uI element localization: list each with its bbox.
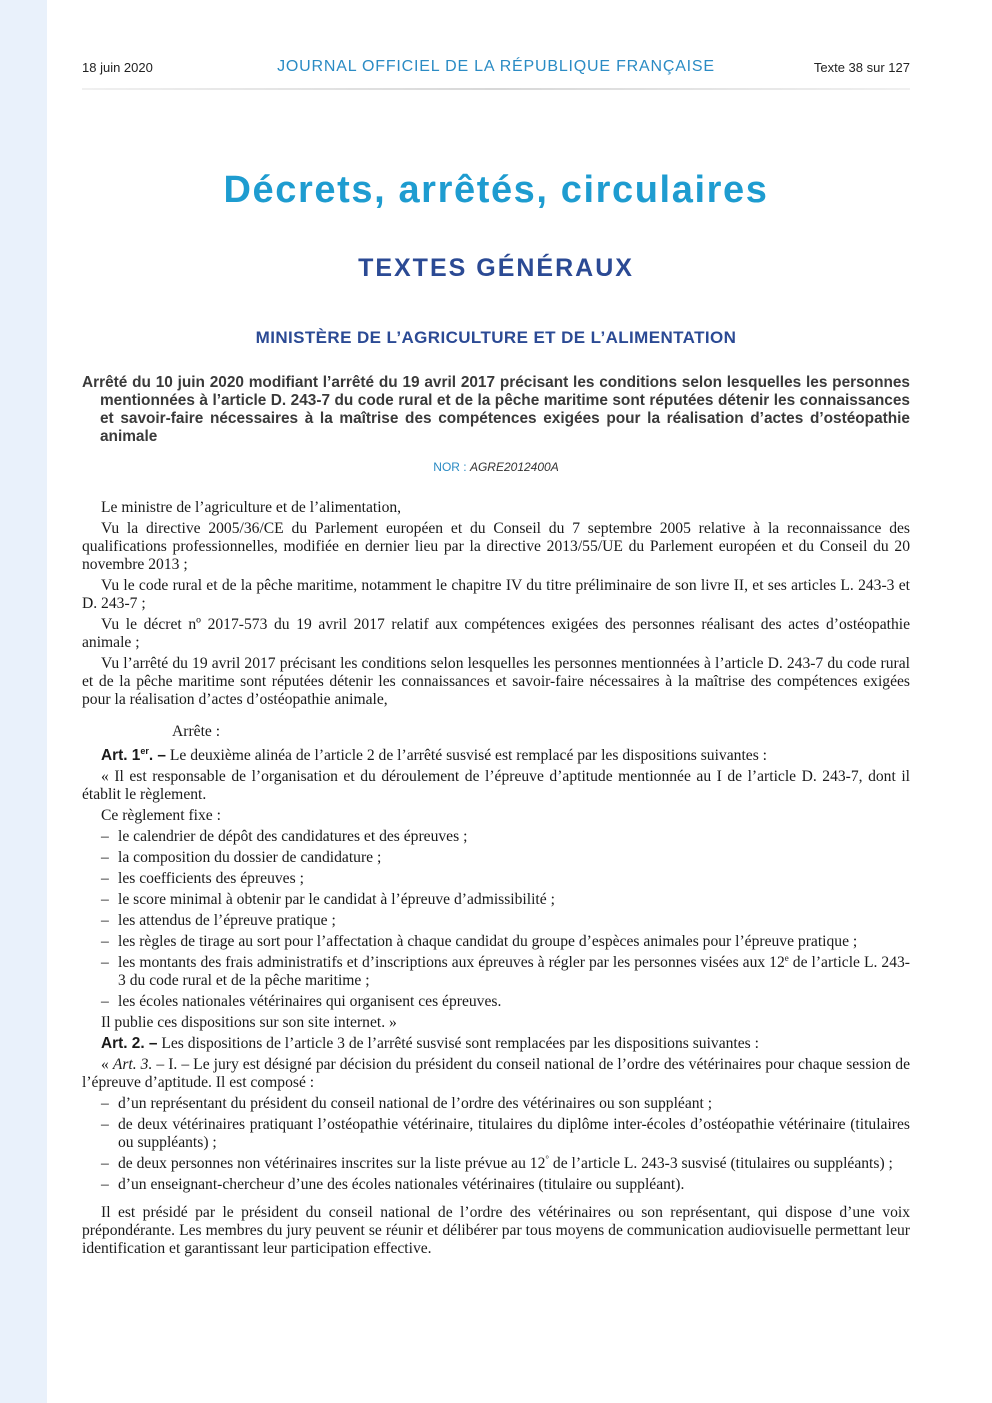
article-2-quote — [82, 1056, 910, 1092]
article-2-list — [82, 1095, 910, 1194]
dash-marker: – — [101, 1176, 109, 1193]
quote-open: « — [101, 1056, 113, 1073]
sub-title: TEXTES GÉNÉRAUX — [358, 254, 634, 282]
list-item — [82, 1155, 910, 1173]
preamble-visa: Vu le décret nº 2017-573 du 19 avril 2017 relatif aux compétences exigées des personnes réalisant des actes d’ostéopathie animale ; — [82, 616, 910, 651]
arrete-heading: Arrête : — [172, 723, 221, 740]
dash-marker: – — [101, 1095, 109, 1112]
dash-marker: – — [101, 912, 109, 929]
article-1-intro — [82, 747, 910, 765]
list-item — [82, 1095, 910, 1113]
list-item-text: de deux personnes non vétérinaires inscrites sur la liste prévue au 12 — [118, 1155, 546, 1172]
article-1-quote: « Il est responsable de l’organisation et du déroulement de l’épreuve d’aptitude mentionnée au I de l’article D. 243-7, dont il établit le règlement. — [82, 768, 910, 803]
list-item — [82, 891, 910, 909]
dash-marker: – — [101, 993, 109, 1010]
text-number: Texte 38 sur 127 — [813, 60, 910, 75]
article-1-label — [101, 747, 166, 764]
article-1-text: Le deuxième alinéa de l’article 2 de l’arrêté susvisé est remplacé par les dispositions suivantes : — [165, 747, 767, 764]
quoted-article-label: Art. 3. — [112, 1056, 153, 1073]
dash-marker: – — [101, 849, 109, 866]
list-item — [82, 993, 910, 1011]
dash-marker: – — [101, 891, 109, 908]
list-item-text: les attendus de l’épreuve pratique ; — [118, 912, 336, 929]
nor-label: NOR : — [433, 460, 470, 474]
decree-title: Arrêté du 10 juin 2020 modifiant l’arrêté du 19 avril 2017 précisant les conditions selon lesquelles les personnes mentionnées à l’article D. 243-7 du code rural et de la pêche maritime sont réputées détenir les connaissances et savoir-faire nécessaires à la maîtrise des compétences exigées pour la réalisation d’actes d’ostéopathie animale — [82, 374, 910, 445]
list-item-text: les montants des frais administratifs et d’inscriptions aux épreuves à régler par les personnes visées aux 12 — [118, 954, 785, 971]
preamble-visa: Vu le code rural et de la pêche maritime, notamment le chapitre IV du titre préliminaire de son livre II, et ses articles L. 243-3 et D. 243-7 ; — [82, 577, 910, 612]
dash-marker: – — [101, 870, 109, 887]
list-item-text: de l’article L. 243-3 du code rural et de la pêche maritime ; — [118, 954, 910, 989]
superscript: ° — [545, 1153, 550, 1164]
list-item-text: d’un représentant du président du conseil national de l’ordre des vétérinaires ou son suppléant ; — [118, 1095, 713, 1112]
article-2-label: Art. 2. – — [101, 1035, 158, 1052]
preamble-visa: Vu l’arrêté du 19 avril 2017 précisant les conditions selon lesquelles les personnes mentionnées à l’article D. 243-7 du code rural et de la pêche maritime sont réputées détenir les connaissances et savoir-faire nécessaires à la maîtrise des compétences exigées pour la réalisation d’actes d’ostéopathie animale, — [82, 655, 910, 708]
ministry-name: MINISTÈRE DE L’AGRICULTURE ET DE L’ALIMENTATION — [255, 328, 737, 347]
list-item-text: les écoles nationales vétérinaires qui organisent ces épreuves. — [118, 993, 502, 1010]
list-item-text: d’un enseignant-chercheur d’une des écoles nationales vétérinaires (titulaire ou suppléant). — [118, 1176, 685, 1193]
section-title: Décrets, arrêtés, circulaires — [223, 169, 769, 211]
list-item-text: le score minimal à obtenir par le candidat à l’épreuve d’admissibilité ; — [118, 891, 555, 908]
journal-title: JOURNAL OFFICIEL DE LA RÉPUBLIQUE FRANÇAISE — [277, 58, 715, 75]
list-item — [82, 933, 910, 951]
list-item — [82, 1176, 910, 1194]
article-1-dash: . – — [148, 747, 166, 764]
article-2-text: Les dispositions de l’article 3 de l’arrêté susvisé sont remplacées par les dispositions suivantes : — [157, 1035, 759, 1052]
article-2-final: Il est présidé par le président du conseil national de l’ordre des vétérinaires ou son représentant, qui dispose d’une voix prépondérante. Les membres du jury peuvent se réunir et délibérer par tous moyens de communication audiovisuelle permettant leur identification et garantissant leur participation effective. — [82, 1204, 910, 1257]
nor-value: AGRE2012400A — [469, 460, 559, 474]
list-item-text: le calendrier de dépôt des candidatures et des épreuves ; — [118, 828, 468, 845]
list-item — [82, 870, 910, 888]
dash-marker: – — [101, 828, 109, 845]
dash-marker: – — [101, 1116, 109, 1133]
list-item — [82, 954, 910, 990]
list-item — [82, 912, 910, 930]
list-item-text: de l’article L. 243-3 susvisé (titulaires ou suppléants) ; — [549, 1155, 893, 1172]
page-header — [82, 58, 910, 80]
quote-text: – I. – Le jury est désigné par décision du président du conseil national de l’ordre des vétérinaires pour chaque session de l’épreuve d’aptitude. Il est composé : — [82, 1056, 910, 1091]
article-1-list-intro: Ce règlement fixe : — [101, 807, 221, 824]
list-item — [82, 828, 910, 846]
header-divider — [82, 88, 910, 90]
article-1-list — [82, 828, 910, 1011]
article-1-number: Art. 1 — [101, 747, 141, 764]
list-item-text: les règles de tirage au sort pour l’affectation à chaque candidat du groupe d’espèces animales pour l’épreuve pratique ; — [118, 933, 858, 950]
article-1-superscript: er — [140, 745, 149, 756]
header-date: 18 juin 2020 — [82, 60, 153, 75]
preamble-visa: Vu la directive 2005/36/CE du Parlement européen et du Conseil du 7 septembre 2005 relative à la reconnaissance des qualifications professionnelles, modifiée en dernier lieu par la directive 2013/55/UE du Parlement européen et du Conseil du 20 novembre 2013 ; — [82, 520, 910, 573]
decree-body — [82, 499, 910, 1261]
dash-marker: – — [101, 1155, 109, 1172]
dash-marker: – — [101, 954, 109, 971]
preamble-minister: Le ministre de l’agriculture et de l’alimentation, — [101, 499, 402, 516]
dash-marker: – — [101, 933, 109, 950]
list-item-text: de deux vétérinaires pratiquant l’ostéopathie vétérinaire, titulaires du diplôme inter-écoles d’ostéopathie vétérinaire (titulaires ou suppléants) ; — [118, 1116, 910, 1151]
nor-reference — [82, 460, 910, 474]
article-1-closing: Il publie ces dispositions sur son site internet. » — [101, 1014, 397, 1031]
list-item-text: la composition du dossier de candidature ; — [118, 849, 382, 866]
article-2-intro — [82, 1035, 910, 1053]
list-item — [82, 1116, 910, 1152]
list-item-text: les coefficients des épreuves ; — [118, 870, 304, 887]
superscript: e — [784, 952, 789, 963]
page-margin-strip — [0, 0, 47, 1403]
list-item — [82, 849, 910, 867]
